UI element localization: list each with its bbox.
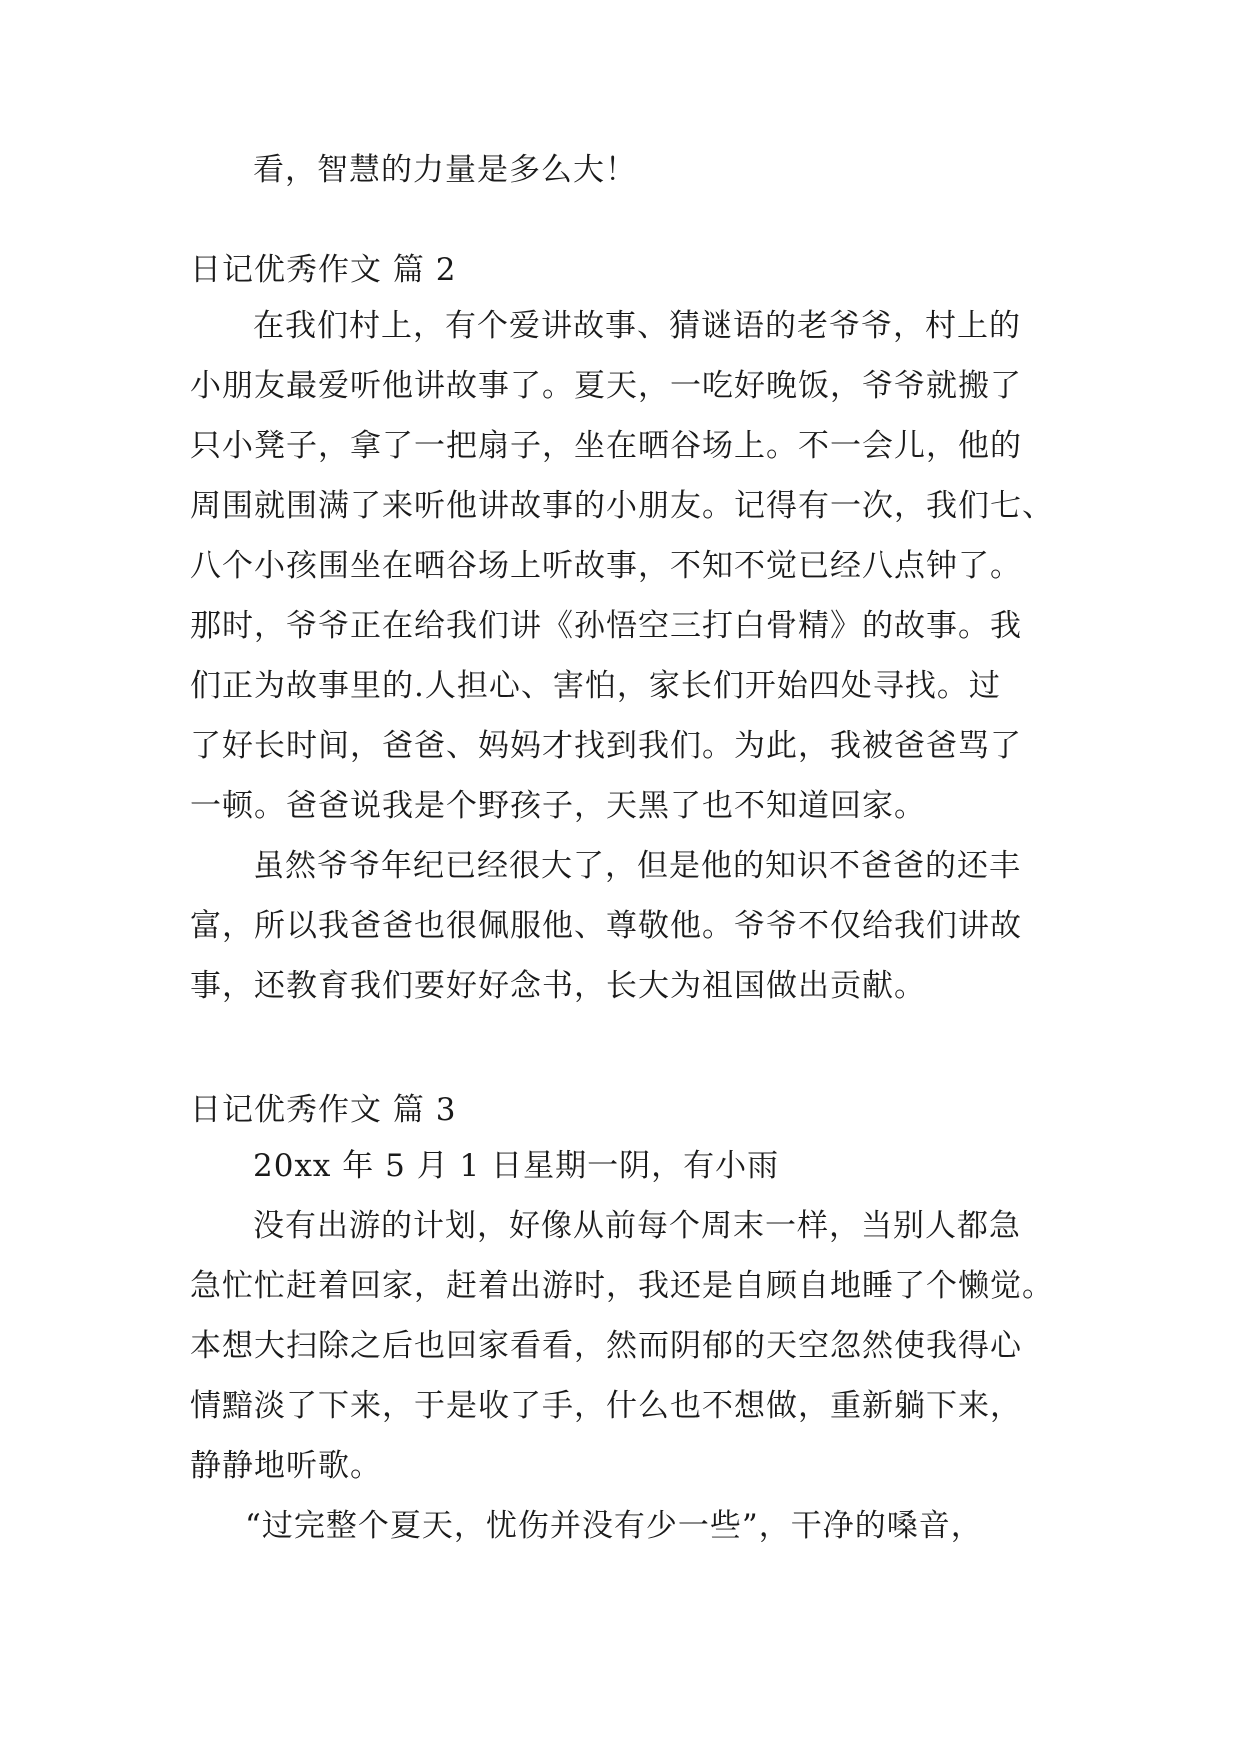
section-2-paragraph-2 xyxy=(190,836,1070,1016)
intro-paragraph xyxy=(190,140,1070,200)
paragraph-line: 了好长时间，爸爸、妈妈才找到我们。为此，我被爸爸骂了 xyxy=(190,728,1022,764)
paragraph-line: 虽然爷爷年纪已经很大了，但是他的知识不爸爸的还丰 xyxy=(253,848,1021,884)
paragraph-line: 情黯淡了下来，于是收了手，什么也不想做，重新躺下来， xyxy=(190,1388,1022,1424)
paragraph-line: 小朋友最爱听他讲故事了。夏天，一吃好晚饭，爷爷就搬了 xyxy=(190,368,1022,404)
paragraph-line: 八个小孩围坐在晒谷场上听故事，不知不觉已经八点钟了。 xyxy=(190,548,1022,584)
paragraph-line: 看，智慧的力量是多么大！ xyxy=(253,152,637,188)
paragraph-line: 本想大扫除之后也回家看看，然而阴郁的天空忽然使我得心 xyxy=(190,1328,1022,1364)
section-2-paragraph-1 xyxy=(190,296,1070,836)
paragraph-line: 只小凳子，拿了一把扇子，坐在晒谷场上。不一会儿，他的 xyxy=(190,428,1022,464)
paragraph-line: 在我们村上，有个爱讲故事、猜谜语的老爷爷，村上的 xyxy=(253,308,1021,344)
section-heading: 日记优秀作文 篇 3 xyxy=(190,1092,457,1128)
paragraph-line: 们正为故事里的.人担心、害怕，家长们开始四处寻找。过 xyxy=(190,668,1001,704)
paragraph-line: 一顿。爸爸说我是个野孩子，天黑了也不知道回家。 xyxy=(190,788,926,824)
paragraph-line: 急忙忙赶着回家，赶着出游时，我还是自顾自地睡了个懒觉。 xyxy=(190,1268,1054,1304)
section-3-paragraph-2 xyxy=(190,1496,1070,1556)
paragraph-line: 没有出游的计划，好像从前每个周末一样，当别人都急 xyxy=(253,1208,1021,1244)
paragraph-line: 那时，爷爷正在给我们讲《孙悟空三打白骨精》的故事。我 xyxy=(190,608,1022,644)
paragraph-line: 事，还教育我们要好好念书，长大为祖国做出贡献。 xyxy=(190,968,926,1004)
paragraph-line: 周围就围满了来听他讲故事的小朋友。记得有一次，我们七、 xyxy=(190,488,1054,524)
paragraph-line: 富，所以我爸爸也很佩服他、尊敬他。爷爷不仅给我们讲故 xyxy=(190,908,1022,944)
paragraph-line: 静静地听歌。 xyxy=(190,1448,382,1484)
section-3-date-line xyxy=(190,1136,1070,1196)
section-heading: 日记优秀作文 篇 2 xyxy=(190,252,457,288)
paragraph-line: “过完整个夏天，忧伤并没有少一些”，干净的嗓音， xyxy=(245,1508,983,1544)
date-weather-line: 20xx 年 5 月 1 日星期一阴，有小雨 xyxy=(253,1148,780,1184)
section-3-paragraph-1 xyxy=(190,1196,1070,1496)
